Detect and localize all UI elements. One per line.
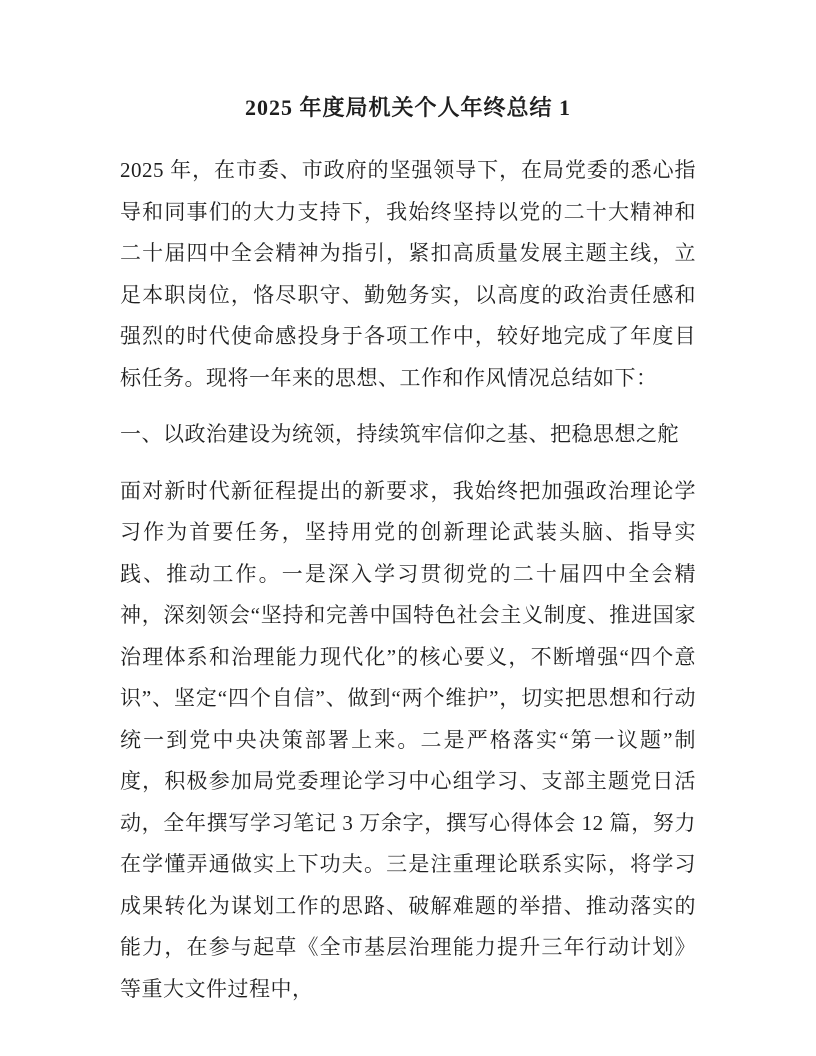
document-title: 2025 年度局机关个人年终总结 1 (244, 95, 571, 120)
paragraph-intro: 2025 年，在市委、市政府的坚强领导下，在局党委的悉心指导和同事们的大力支持下，我始终坚持以党的二十大精神和二十届四中全会精神为指引，紧扣高质量发展主题主线，立足本职岗位，恪尽职守、勤勉务实，以高度的政治责任感和强烈的时代使命感投身于各项工作中，较好地完成了年度目标任务。现将一年来的思想、工作和作风情况总结如下： (120, 158, 696, 390)
paragraph-section-1-body: 面对新时代新征程提出的新要求，我始终把加强政治理论学习作为首要任务，坚持用党的创新理论武装头脑、指导实践、推动工作。一是深入学习贯彻党的二十届四中全会精神，深刻领会“坚持和完善中国特色社会主义制度、推进国家治理体系和治理能力现代化”的核心要义，不断增强“四个意识”、坚定“四个自信”、做到“两个维护”，切实把思想和行动统一到党中央决策部署上来。二是严格落实“第一议题”制度，积极参加局党委理论学习中心组学习、支部主题党日活动，全年撰写学习笔记 3 万余字，撰写心得体会 12 篇，努力在学懂弄通做实上下功夫。三是注重理论联系实际，将学习成果转化为谋划工作的思路、破解难题的举措、推动落实的能力，在参与起草《全市基层治理能力提升三年行动计划》等重大文件过程中， (120, 478, 696, 1001)
section-heading-1: 一、以政治建设为统领，持续筑牢信仰之基、把稳思想之舵 (120, 422, 679, 446)
